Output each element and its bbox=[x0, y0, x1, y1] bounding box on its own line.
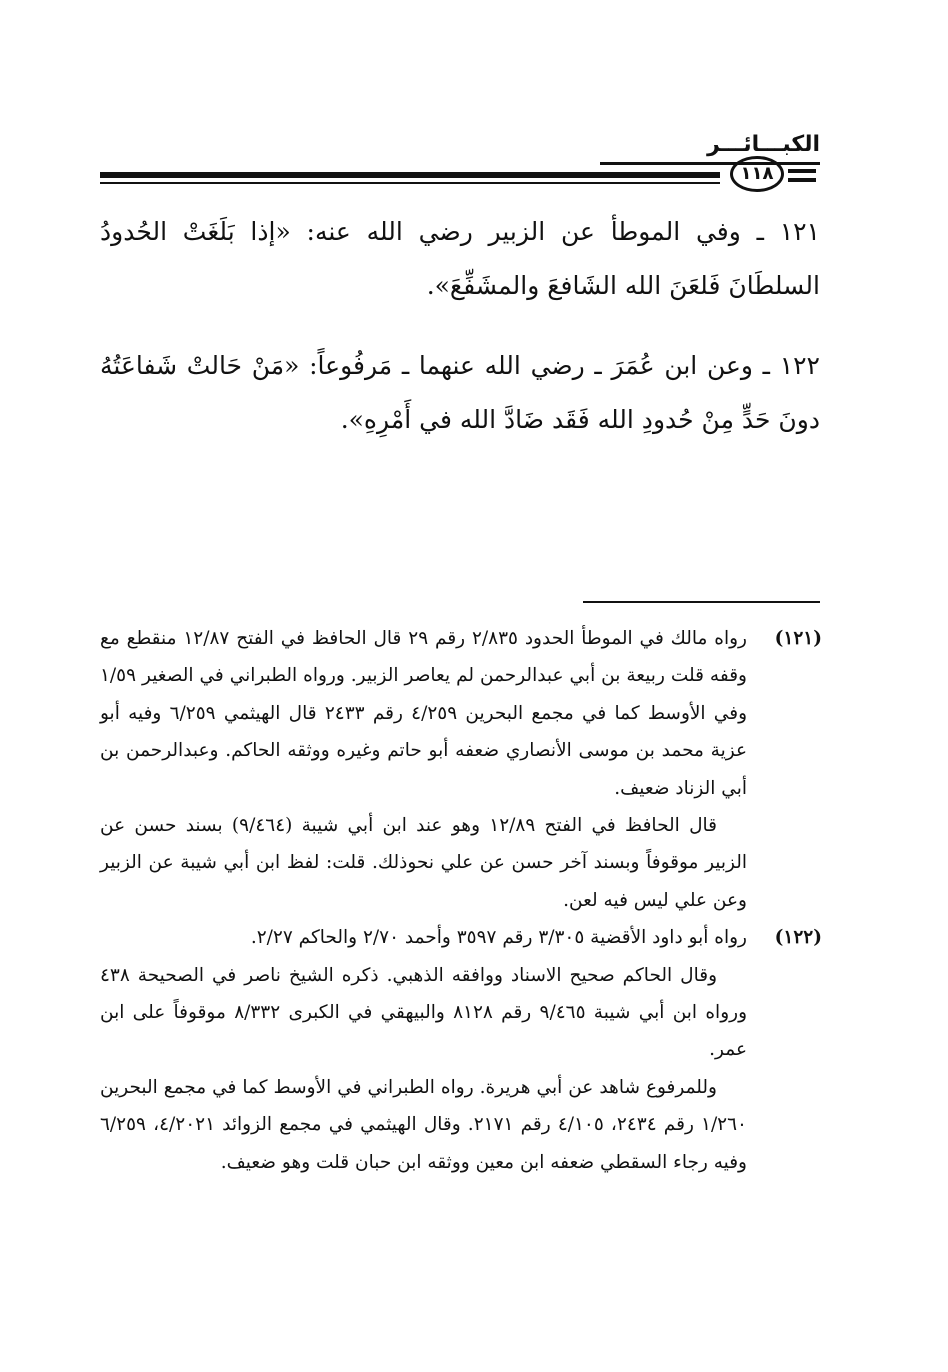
footnote-number: (١٢١) bbox=[774, 628, 822, 649]
hadith-paragraph-122: ١٢٢ ـ وعن ابن عُمَرَ ـ رضي الله عنهما ـ مَرفُوعاً: «مَنْ حَالتْ شَفاعَتُهُ دونَ حَدٍّ مِنْ حُدودِ الله فَقَد ضَادَّ الله في أَمْرِهِ». bbox=[100, 351, 820, 434]
header-rule-thick bbox=[100, 172, 720, 178]
page-number-ornament bbox=[730, 156, 816, 192]
running-header bbox=[100, 132, 820, 192]
main-text bbox=[100, 205, 820, 473]
footnote-paragraph: وللمرفوع شاهد عن أبي هريرة. رواه الطبراني في الأوسط كما في مجمع البحرين ١/٢٦٠ رقم ٢٤٣٤، ٤/١٠٥ رقم ٢١٧١. وقال الهيثمي في مجمع الزوائد ٤/٢٠٢١، ٦/٢٥٩ وفيه رجاء السقطي ضعفه ابن معين ووثقه ابن حبان قلت وهو ضعيف. bbox=[100, 1076, 747, 1173]
footnote-paragraph: رواه أبو داود الأقضية ٣/٣٠٥ رقم ٣٥٩٧ وأحمد ٢/٧٠ والحاكم ٢/٢٧. bbox=[250, 927, 747, 949]
page-number: ١١٨ bbox=[730, 156, 784, 192]
ornament-dash bbox=[788, 178, 816, 182]
footnote-122 bbox=[100, 919, 822, 1181]
footnote-paragraph: وقال الحاكم صحيح الاسناد ووافقه الذهبي. ذكره الشيخ ناصر في الصحيحة ٤٣٨ ورواه ابن أبي شيبة ٩/٤٦٥ رقم ٨١٢٨ والبيهقي في الكبرى ٨/٣٣٢ موقوفاً على ابن عمر. bbox=[100, 964, 748, 1061]
hadith-paragraph-121: ١٢١ ـ وفي الموطأ عن الزبير رضي الله عنه: «إذا بَلَغَتْ الحُدودُ السلطَانَ فَلعَنَ الله الشَافعَ والمشَفِّعَ». bbox=[100, 217, 820, 300]
header-rule-thin bbox=[100, 182, 720, 184]
footnotes bbox=[100, 620, 822, 1181]
ornament-dash bbox=[788, 169, 816, 173]
book-title: الكبـــائـــر bbox=[707, 132, 820, 157]
footnote-paragraph: رواه مالك في الموطأ الحدود ٢/٨٣٥ رقم ٢٩ قال الحافظ في الفتح ١٢/٨٧ منقطع مع وقفه قلت ربيعة بن أبي عبدالرحمن لم يعاصر الزبير. ورواه الطبراني في الصغير ١/٥٩ وفي الأوسط كما في مجمع البحرين ٤/٢٥٩ رقم ٢٤٣٣ قال الهيثمي ٦/٢٥٩ وفيه أبو عزية محمد بن موسى الأنصاري ضعفه أبو حاتم وغيره ووثقه الحاكم. وعبدالرحمن بن أبي الزناد ضعيف. bbox=[100, 628, 747, 799]
footnote-separator bbox=[583, 601, 820, 603]
footnote-number: (١٢٢) bbox=[774, 927, 822, 949]
footnote-121 bbox=[100, 620, 822, 919]
footnote-paragraph: قال الحافظ في الفتح ١٢/٨٩ وهو عند ابن أبي شيبة (٩/٤٦٤) بسند حسن عن الزبير موقوفاً وبسند آخر حسن عن علي نحوذلك. قلت: لفظ ابن أبي شيبة عن الزبير وعن علي ليس فيه لعن. bbox=[100, 815, 747, 911]
